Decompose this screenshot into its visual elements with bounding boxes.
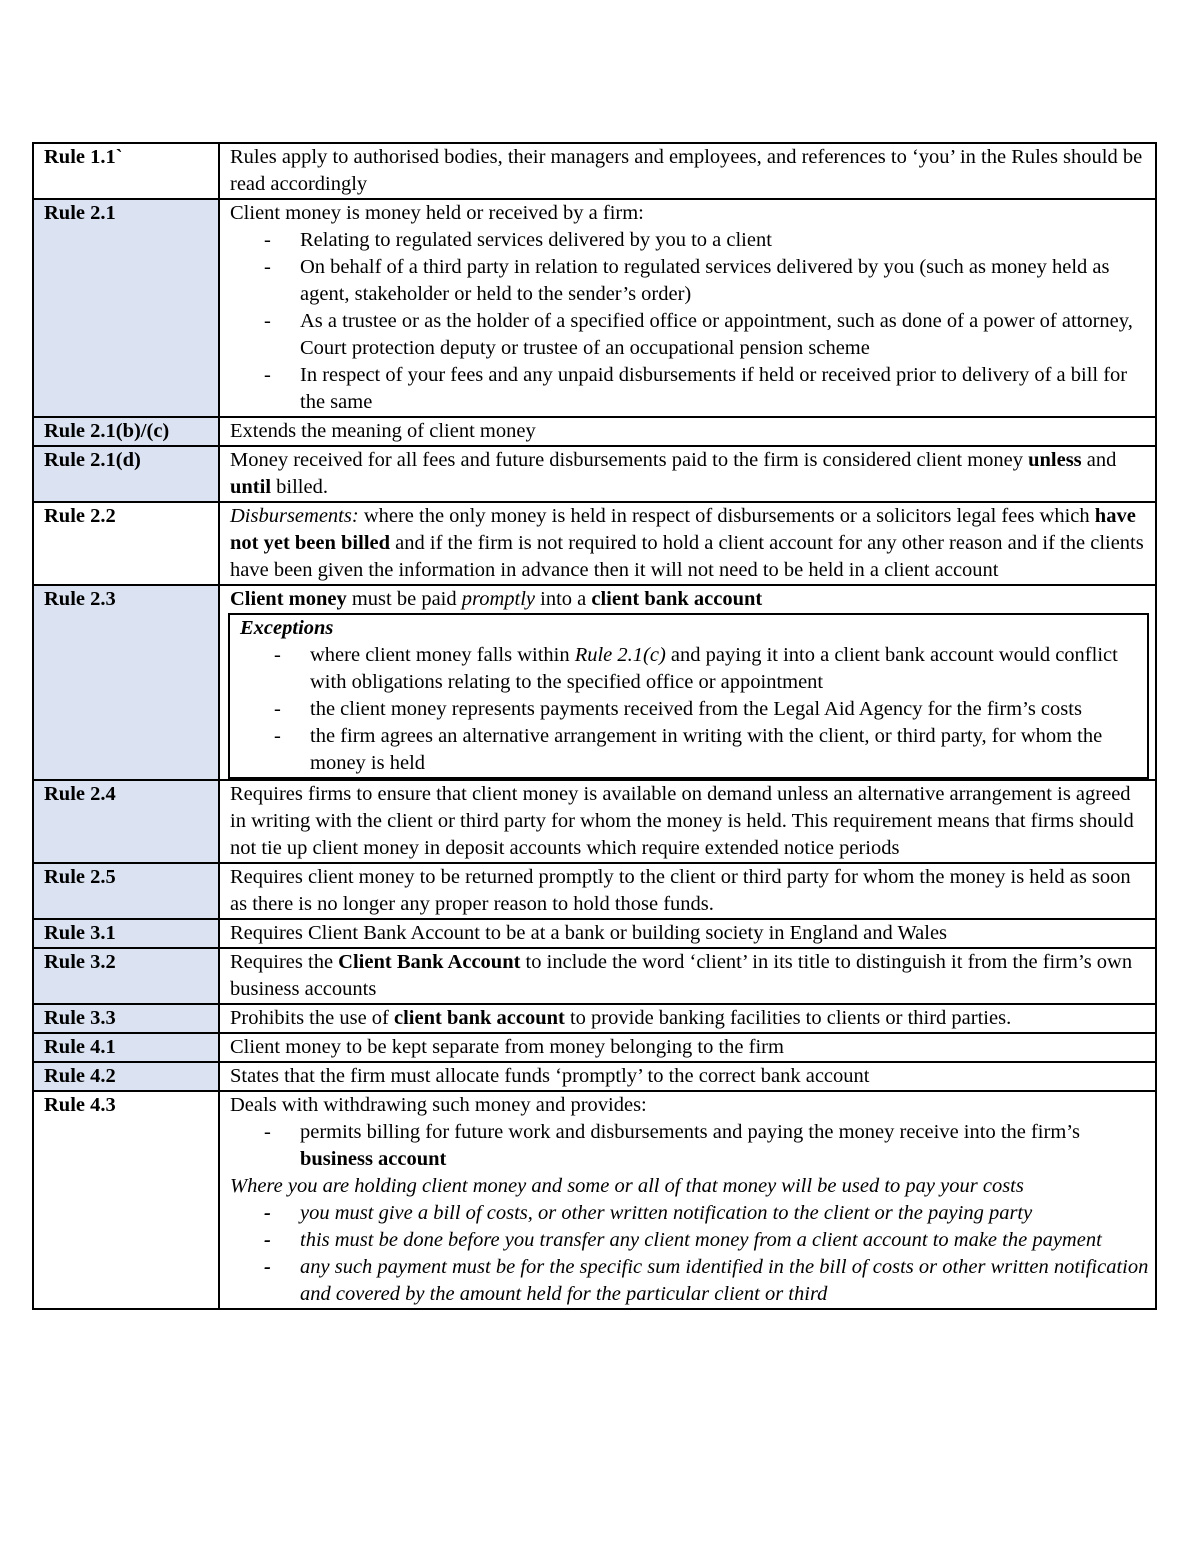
- rule-text: Extends the meaning of client money: [219, 417, 1156, 446]
- rule-text: [219, 1091, 1156, 1309]
- rule-id: Rule 2.1(b)/(c): [33, 417, 219, 446]
- rule-text: Client money to be kept separate from money belonging to the firm: [219, 1033, 1156, 1062]
- bold-run: Client money: [230, 588, 347, 610]
- italic-intro: Where you are holding client money and some or all of that money will be used to pay your costs: [230, 1175, 1024, 1197]
- text-run: Money received for all fees and future disbursements paid to the firm is considered client money: [230, 449, 1029, 471]
- rule-text: Requires firms to ensure that client money is available on demand unless an alternative arrangement is agreed in writing with the client or third party for whom the money is held. This requirement means that firms should not tie up client money in deposit accounts which require extended notice periods: [219, 780, 1156, 863]
- table-row: [33, 1091, 1156, 1309]
- rule-id: Rule 3.2: [33, 948, 219, 1004]
- text-run: Requires the: [230, 951, 339, 973]
- text-run: and if the firm is not required to hold a client account for any other reason and if the clients have been given the information in advance then it will not need to be held in a client account: [230, 532, 1144, 581]
- bold-run: have not yet been billed: [230, 505, 1136, 554]
- table-row: [33, 143, 1156, 199]
- list-item: - On behalf of a third party in relation to regulated services delivered by you (such as money held as agent, stakeholder or held to the sender’s order): [300, 254, 1149, 308]
- table-row: [33, 780, 1156, 863]
- list-item: - this must be done before you transfer any client money from a client account to make the payment: [300, 1227, 1149, 1254]
- rule-id: Rule 2.4: [33, 780, 219, 863]
- rule-id: Rule 2.2: [33, 502, 219, 585]
- rule-text: [219, 199, 1156, 417]
- table-row: [33, 502, 1156, 585]
- bold-run: business account: [300, 1148, 447, 1170]
- text-run: where the only money is held in respect of disbursements or a solicitors legal fees which: [358, 505, 1095, 527]
- rule-id: Rule 3.3: [33, 1004, 219, 1033]
- rule-id: Rule 4.3: [33, 1091, 219, 1309]
- rule-list: [230, 227, 1149, 416]
- text-run: permits billing for future work and disbursements and paying the money receive into the firm’s: [300, 1121, 1080, 1143]
- rule-id: Rule 2.5: [33, 863, 219, 919]
- rule-text: Requires client money to be returned promptly to the client or third party for whom the money is held as soon as there is no longer any proper reason to hold those funds.: [219, 863, 1156, 919]
- rule-text: Requires Client Bank Account to be at a bank or building society in England and Wales: [219, 919, 1156, 948]
- table-row: [33, 199, 1156, 417]
- table-row: [33, 863, 1156, 919]
- bold-run: client bank account: [394, 1007, 565, 1029]
- exceptions-box: [228, 613, 1149, 779]
- list-item: - any such payment must be for the specific sum identified in the bill of costs or other written notification and covered by the amount held for the particular client or third: [300, 1254, 1149, 1308]
- italic-run: promptly: [461, 588, 536, 610]
- list-item: - As a trustee or as the holder of a specified office or appointment, such as done of a power of attorney, Court protection deputy or trustee of an occupational pension scheme: [300, 308, 1149, 362]
- rule-text: [219, 1004, 1156, 1033]
- italic-list: [230, 1200, 1149, 1308]
- list-item: - In respect of your fees and any unpaid disbursements if held or received prior to delivery of a bill for the same: [300, 362, 1149, 416]
- rule-text: [219, 948, 1156, 1004]
- bold-run: Client Bank Account: [338, 951, 521, 973]
- list-item: [310, 642, 1143, 696]
- rule-id: Rule 3.1: [33, 919, 219, 948]
- rule-text: [219, 585, 1156, 780]
- rule-id: Rule 2.1(d): [33, 446, 219, 502]
- text-run: to include the word ‘client’ in its title to distinguish it from the firm’s own business accounts: [230, 951, 1133, 1000]
- text-run: into a: [535, 588, 592, 610]
- list-item: [300, 1119, 1149, 1173]
- rule-intro: Client money is money held or received by a firm:: [230, 202, 644, 224]
- rule-text: [219, 502, 1156, 585]
- rule-list: [230, 1119, 1149, 1173]
- table-row: [33, 446, 1156, 502]
- rule-text: Rules apply to authorised bodies, their managers and employees, and references to ‘you’ in the Rules should be read accordingly: [219, 143, 1156, 199]
- table-row: [33, 948, 1156, 1004]
- bold-run: unless: [1028, 449, 1082, 471]
- rule-text: [219, 446, 1156, 502]
- table-row: [33, 417, 1156, 446]
- list-item: - Relating to regulated services delivered by you to a client: [300, 227, 1149, 254]
- italic-run: Rule 2.1(c): [574, 644, 666, 666]
- rule-id: Rule 2.1: [33, 199, 219, 417]
- text-run: must be paid: [346, 588, 462, 610]
- table-row: [33, 1033, 1156, 1062]
- rule-text: States that the firm must allocate funds ‘promptly’ to the correct bank account: [219, 1062, 1156, 1091]
- text-run: where client money falls within: [310, 644, 575, 666]
- rules-table: [32, 142, 1157, 1310]
- table-row: [33, 919, 1156, 948]
- rule-id: Rule 4.1: [33, 1033, 219, 1062]
- text-run: and: [1081, 449, 1117, 471]
- list-item: - you must give a bill of costs, or other written notification to the client or the paying party: [300, 1200, 1149, 1227]
- exceptions-title: Exceptions: [240, 617, 334, 639]
- rule-statement: [230, 586, 1149, 613]
- text-run: and paying it into a client bank account would conflict with obligations relating to the specified office or appointment: [310, 644, 1118, 693]
- text-run: Prohibits the use of: [230, 1007, 394, 1029]
- bold-run: until: [230, 476, 272, 498]
- text-run: to provide banking facilities to clients or third parties.: [564, 1007, 1012, 1029]
- list-item: - the client money represents payments received from the Legal Aid Agency for the firm’s costs: [310, 696, 1143, 723]
- list-item: - the firm agrees an alternative arrangement in writing with the client, or third party, for whom the money is held: [310, 723, 1143, 777]
- table-row: [33, 1062, 1156, 1091]
- exceptions-list: [240, 642, 1143, 777]
- bold-run: client bank account: [591, 588, 763, 610]
- rule-id: Rule 2.3: [33, 585, 219, 780]
- rule-id: Rule 1.1`: [33, 143, 219, 199]
- italic-run: Disbursements:: [230, 505, 359, 527]
- text-run: billed.: [271, 476, 328, 498]
- table-row: [33, 585, 1156, 780]
- rule-id: Rule 4.2: [33, 1062, 219, 1091]
- table-row: [33, 1004, 1156, 1033]
- rule-intro: Deals with withdrawing such money and provides:: [230, 1094, 647, 1116]
